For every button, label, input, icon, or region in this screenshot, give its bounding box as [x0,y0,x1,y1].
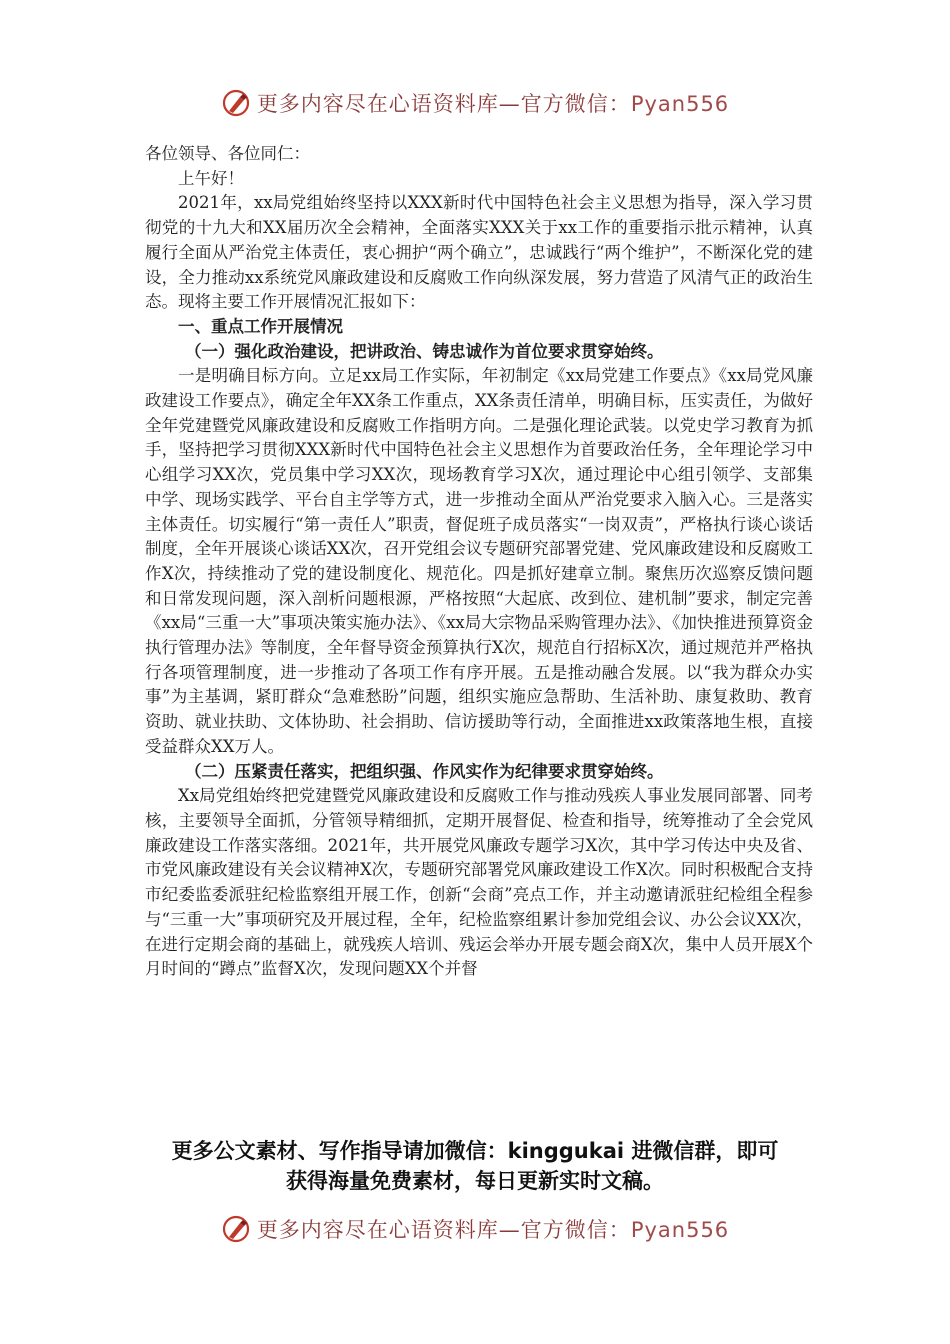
promo-note [110,1136,840,1196]
subsection-2-body: Xx局党组始终把党建暨党风廉政建设和反腐败工作与推动残疾人事业发展同部署、同考核，主要领导全面抓，分管领导精细抓，定期开展督促、检查和指导，统筹推动了全会党风廉政建设工作落实落细。2021年，共开展党风廉政专题学习X次，其中学习传达中央及省、市党风廉政建设有关会议精神X次，专题研究部署党风廉政建设工作X次。同时积极配合支持市纪委监委派驻纪检监察组开展工作，创新“会商”亮点工作，并主动邀请派驻纪检组全程参与“三重一大”事项研究及开展过程，全年，纪检监察组累计参加党组会议、办公会议XX次，在进行定期会商的基础上，就残疾人培训、残运会举办开展专题会商X次，集中人员开展X个月时间的“蹲点”监督X次，发现问题XX个并督 [145,786,813,979]
subsection-heading-2: （二）压紧责任落实，把组织强、作风实作为纪律要求贯穿始终。 [185,761,664,781]
document-body [145,142,813,982]
subsection-1-body: 一是明确目标方向。立足xx局工作实际，年初制定《xx局党建工作要点》《xx局党风廉政建设工作要点》，确定全年XX条工作重点，XX条责任清单，明确目标，压实责任，为做好全年党建暨党风廉政建设和反腐败工作指明方向。二是强化理论武装。以党史学习教育为抓手，坚持把学习贯彻XXX新时代中国特色社会主义思想作为首要政治任务，全年理论学习中心组学习XX次，党员集中学习XX次，现场教育学习X次，通过理论中心组引领学、支部集中学、现场实践学、平台自主学等方式，进一步推动全面从严治党要求入脑入心。三是落实主体责任。切实履行“第一责任人”职责，督促班子成员落实“一岗双责”，严格执行谈心谈话制度，全年开展谈心谈话XX次，召开党组会议专题研究部署党建、党风廉政建设和反腐败工作X次，持续推动了党的建设制度化、规范化。四是抓好建章立制。聚焦历次巡察反馈问题和日常发现问题，深入剖析问题根源，严格按照“大起底、改到位、建机制”要求，制定完善《xx局“三重一大”事项决策实施办法》、《xx局大宗物品采购管理办法》、《加快推进预算资金执行管理办法》等制度，全年督导资金预算执行X次，规范自行招标X次，通过规范并严格执行各项管理制度，进一步推动了各项工作有序开展。五是推动融合发展。以“我为群众办实事”为主基调，紧盯群众“急难愁盼”问题，组织实施应急帮助、生活补助、康复救助、教育资助、就业扶助、文体协助、社会捐助、信访援助等行动，全面推进xx政策落地生根，直接受益群众XX万人。 [145,366,813,756]
banner-text: 更多内容尽在心语资料库—官方微信：Pyan556 [256,1218,730,1242]
banner-text: 更多内容尽在心语资料库—官方微信：Pyan556 [256,92,730,116]
banner-wechat-id: Pyan556 [630,1218,730,1242]
section-heading-1: 一、重点工作开展情况 [178,316,343,336]
top-banner [0,80,950,126]
salutation: 各位领导、各位同仁： [145,144,310,163]
promo-line-1: 更多公文素材、写作指导请加微信：kinggukai 进微信群，即可 [171,1139,779,1163]
pen-nib-icon [221,1214,251,1244]
promo-line-2: 获得海量免费素材，每日更新实时文稿。 [286,1169,664,1193]
banner-wechat-id: Pyan556 [630,92,730,116]
bottom-banner [0,1206,950,1252]
subsection-heading-1: （一）强化政治建设，把讲政治、铸忠诚作为首位要求贯穿始终。 [185,341,664,361]
greeting: 上午好！ [178,168,244,188]
pen-nib-icon [221,88,251,118]
intro-paragraph: 2021年，xx局党组始终坚持以XXX新时代中国特色社会主义思想为指导，深入学习贯彻党的十九大和XX届历次全会精神，全面落实XXX关于xx工作的重要指示批示精神，认真履行全面从严治党主体责任，衷心拥护“两个确立”，忠诚践行“两个维护”，不断深化党的建设，全力推动xx系统党风廉政建设和反腐败工作向纵深发展，努力营造了风清气正的政治生态。现将主要工作开展情况汇报如下： [145,193,813,312]
